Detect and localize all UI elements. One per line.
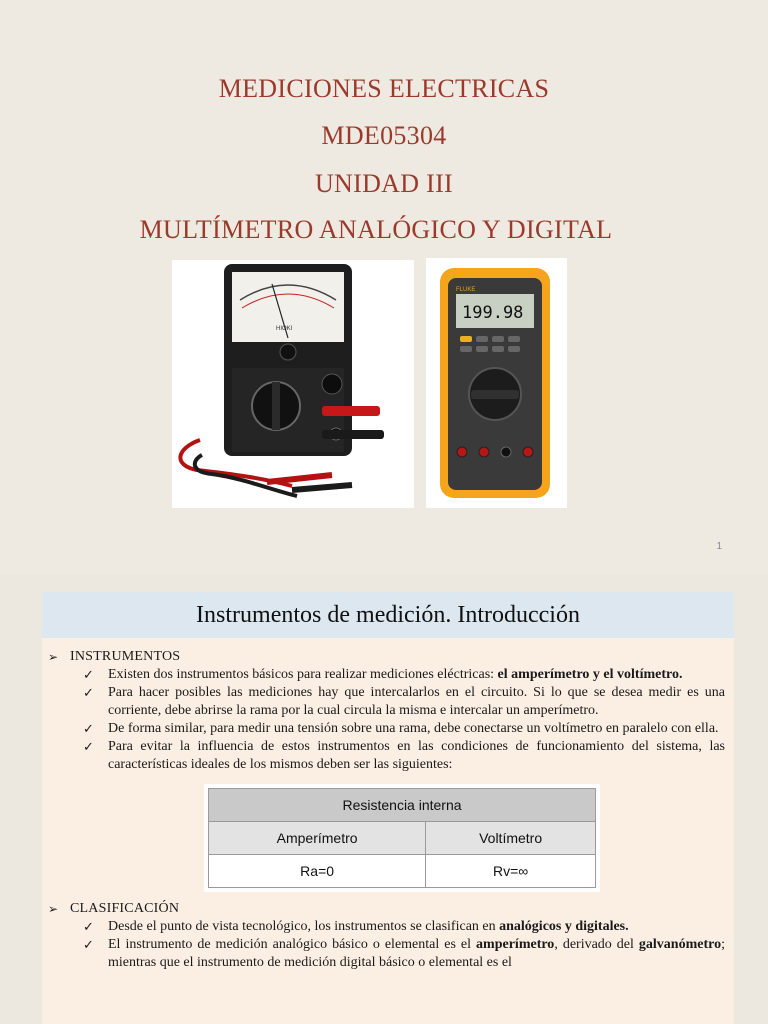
list-item [42, 918, 734, 936]
bullet-text: ; mientras que el instrumento de medición digital básico o elemental es el [108, 937, 725, 970]
section-clasificacion [42, 900, 734, 918]
course-code: MDE05304 [321, 121, 447, 150]
topic-title: MULTÍMETRO ANALÓGICO Y DIGITAL [139, 215, 613, 244]
table-title: Resistencia interna [209, 789, 596, 822]
bullet-text: Para evitar la influencia de estos instrumentos en las condiciones de funcionamiento del sistema, las características ideales de los mismos deben ser las siguientes: [108, 739, 725, 772]
list-item [42, 666, 734, 684]
list-item [42, 720, 734, 738]
check-icon: ✓ [83, 919, 94, 934]
bullet-punct: . [625, 919, 629, 934]
bullet-text: Desde el punto de vista tecnológico, los instrumentos se clasifican en [108, 919, 500, 934]
course-title: MEDICIONES ELECTRICAS [218, 74, 550, 103]
bullet-text: Para hacer posibles las mediciones hay que intercalarlos en el circuito. Si lo que se desea medir es una corriente, debe abrirse la rama por la cual circula la misma e intercalar un amperímetro. [108, 685, 725, 718]
slide-heading: Instrumentos de medición. Introducción [42, 592, 734, 638]
slide-number: 1 [716, 541, 722, 552]
unit-title: UNIDAD III [314, 169, 453, 198]
check-icon: ✓ [83, 721, 94, 736]
arrow-bullet-icon: ➢ [48, 650, 59, 664]
slide-body [42, 648, 734, 972]
table-cell: Rv=∞ [426, 855, 596, 888]
analog-brand-label: HIOKI [276, 326, 293, 332]
section-title: INSTRUMENTOS [70, 649, 181, 664]
check-icon: ✓ [83, 937, 94, 952]
section-instrumentos [42, 648, 734, 666]
section-title: CLASIFICACIÓN [70, 901, 180, 916]
bullet-text: Existen dos instrumentos básicos para realizar mediciones eléctricas: [108, 667, 498, 682]
check-icon: ✓ [83, 739, 94, 754]
bullet-bold-text: analógicos y digitales [499, 919, 626, 934]
arrow-bullet-icon: ➢ [48, 902, 59, 916]
table-header-cell: Voltímetro [426, 822, 596, 855]
digital-brand-label: FLUKE [456, 287, 476, 293]
digital-display-value: 199.98 [462, 303, 524, 323]
bullet-bold-text: el amperímetro y el voltímetro. [497, 667, 683, 682]
resistance-table [204, 784, 600, 892]
list-item [42, 684, 734, 720]
table-header-cell: Amperímetro [209, 822, 426, 855]
digital-multimeter-photo [426, 258, 567, 508]
bullet-text: , derivado del [554, 937, 639, 952]
check-icon: ✓ [83, 685, 94, 700]
table-cell: Ra=0 [209, 855, 426, 888]
bullet-bold-text: galvanómetro [638, 937, 722, 952]
bullet-text: El instrumento de medición analógico básico o elemental es el [108, 937, 477, 952]
list-item [42, 936, 734, 972]
bullet-bold-text: amperímetro [476, 937, 555, 952]
content-slide [42, 592, 734, 1024]
bullet-text: De forma similar, para medir una tensión sobre una rama, debe conectarse un voltímetro en paralelo con ella. [108, 721, 719, 736]
analog-multimeter-photo [172, 260, 414, 508]
list-item [42, 738, 734, 774]
check-icon: ✓ [83, 667, 94, 682]
